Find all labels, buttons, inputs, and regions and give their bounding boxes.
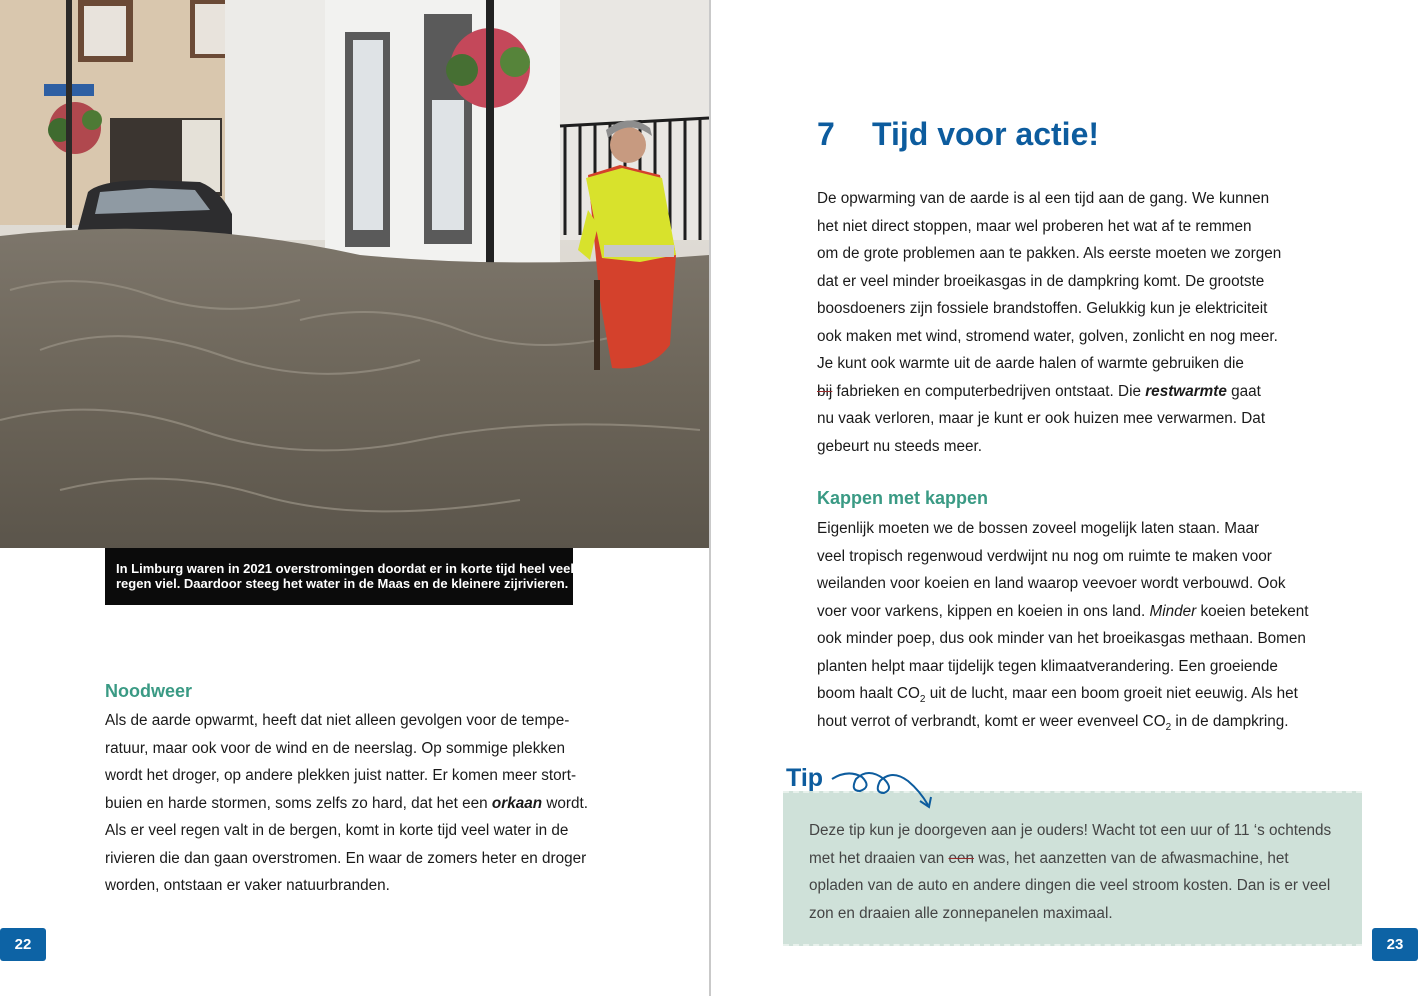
struck-word: bij (817, 382, 833, 400)
caption-line-2: regen viel. Daardoor steeg het water in de Maas en de kleinere zijrivieren. (116, 576, 569, 591)
text-line (105, 790, 588, 818)
text-line: zon en draaien alle zonnepanelen maximaal. (809, 904, 1113, 922)
text-line: planten helpt maar tijdelijk tegen klimaatverandering. Een groeiende (817, 657, 1278, 675)
text-line (817, 598, 1309, 626)
text-line: veel tropisch regenwoud verdwijnt nu nog om ruimte te maken voor (817, 547, 1272, 565)
struck-word: een (948, 849, 974, 867)
text-span: was, het aanzetten van de afwasmachine, het (974, 849, 1289, 867)
text-line: De opwarming van de aarde is al een tijd aan de gang. We kunnen (817, 190, 1270, 207)
page-number-left: 22 (0, 928, 46, 961)
text-line: ook minder poep, dus ook minder van het broeikasgas methaan. Bomen (817, 630, 1306, 647)
text-span: wordt. (542, 794, 588, 812)
text-line: wordt het droger, op andere plekken juist natter. Er komen meer stort- (105, 767, 577, 784)
text-span: gaat (1226, 382, 1261, 400)
subscript: 2 (1165, 721, 1172, 733)
text-line (809, 845, 1331, 873)
text-span: hout verrot of verbrandt, komt er weer evenveel CO (817, 712, 1166, 730)
photo-caption (105, 548, 573, 605)
book-spine (709, 0, 711, 996)
text-span: uit de lucht, maar een boom groeit niet eeuwig. Als het (925, 685, 1298, 702)
text-line: opladen van de auto en andere dingen die veel stroom kosten. Dan is er veel (809, 877, 1331, 894)
text-line: Als er veel regen valt in de bergen, komt in korte tijd veel water in de (105, 822, 569, 839)
tip-label: Tip (786, 764, 824, 792)
caption-line-1: In Limburg waren in 2021 overstromingen doordat er in korte tijd heel veel (116, 561, 574, 576)
text-line: nu vaak verloren, maar je kunt er ook huizen mee verwarmen. Dat (817, 410, 1266, 427)
text-line (817, 708, 1309, 736)
text-line: Als de aarde opwarmt, heeft dat niet alleen gevolgen voor de tempe- (105, 712, 570, 729)
subscript: 2 (919, 694, 926, 706)
term-minder: Minder (1149, 602, 1197, 620)
text-line: Je kunt ook warmte uit de aarde halen of warmte gebruiken die (817, 355, 1244, 372)
term-restwarmte: restwarmte (1145, 382, 1227, 400)
text-line: ratuur, maar ook voor de wind en de neerslag. Op sommige plekken (105, 739, 566, 757)
kappen-paragraph (817, 515, 1309, 735)
text-span: buien en harde stormen, soms zelfs zo hard, dat het een (105, 794, 492, 812)
text-line: Eigenlijk moeten we de bossen zoveel mogelijk laten staan. Maar (817, 520, 1260, 537)
text-line: Deze tip kun je doorgeven aan je ouders! Wacht tot een uur of 11 ‘s ochtends (809, 822, 1332, 839)
text-span: voer voor varkens, kippen en koeien in ons land. (817, 602, 1150, 620)
text-line: het niet direct stoppen, maar wel proberen het wat af te remmen (817, 217, 1252, 235)
text-span: fabrieken en computerbedrijven ontstaat. Die (832, 382, 1146, 400)
text-line: worden, ontstaan er vaker natuurbranden. (105, 877, 390, 894)
chapter-title: Tijd voor actie! (872, 116, 1100, 152)
page-number-right: 23 (1372, 928, 1418, 961)
text-line: om de grote problemen aan te pakken. Als eerste moeten we zorgen (817, 245, 1282, 262)
text-span: met het draaien van (809, 849, 949, 867)
text-span: boom haalt CO (817, 685, 920, 702)
text-line (817, 378, 1281, 406)
flood-photo (0, 0, 709, 548)
section-title-kappen: Kappen met kappen (817, 488, 989, 508)
text-line: boosdoeners zijn fossiele brandstoffen. Gelukkig kun je elektriciteit (817, 300, 1268, 317)
noodweer-paragraph (105, 707, 588, 900)
text-line: dat er veel minder broeikasgas in de dampkring komt. De grootste (817, 272, 1265, 290)
tip-arrow-icon (828, 767, 938, 811)
text-line: weilanden voor koeien en land waarop veevoer wordt verbouwd. Ook (817, 575, 1286, 592)
tip-text (809, 817, 1331, 927)
text-span: koeien betekent (1196, 602, 1309, 620)
term-orkaan: orkaan (491, 794, 543, 812)
text-span: in de dampkring. (1171, 712, 1289, 730)
text-line: ook maken met wind, stromend water, golven, zonlicht en nog meer. (817, 327, 1278, 345)
section-title-noodweer: Noodweer (105, 681, 193, 701)
text-line: rivieren die dan gaan overstromen. En waar de zomers heter en droger (105, 849, 587, 867)
text-line: gebeurt nu steeds meer. (817, 437, 982, 455)
chapter-number: 7 (817, 116, 835, 152)
text-line (817, 680, 1309, 708)
intro-paragraph (817, 185, 1281, 460)
